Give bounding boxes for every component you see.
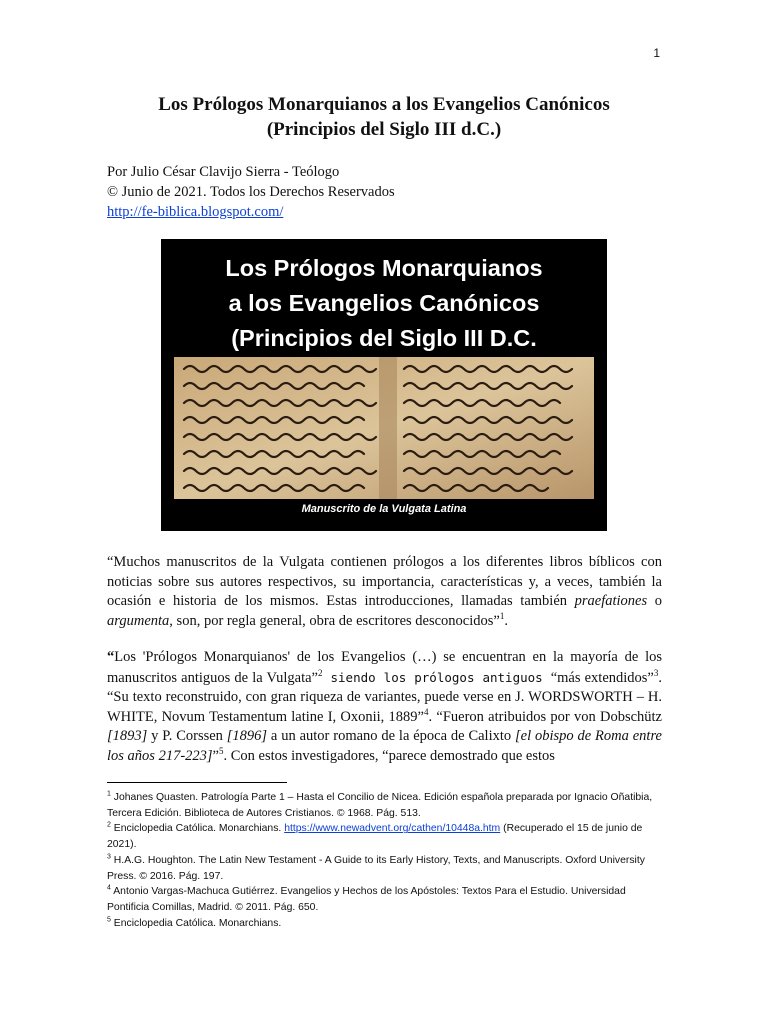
footnote: [107, 884, 667, 915]
footnote-ref[interactable]: 3: [653, 667, 659, 678]
paragraph-text: y P. Corssen: [147, 728, 227, 745]
paragraph-text: ”: [212, 747, 219, 764]
footnote-ref[interactable]: 2: [318, 667, 323, 678]
title-line-2: (Principios del Siglo III d.C.): [266, 119, 502, 140]
footnote-text: Enciclopedia Católica. Monarchians.: [113, 823, 285, 835]
manuscript-picture: [174, 357, 594, 499]
paragraph-text: Los 'Prólogos Monarquianos' de los Evangelios (…) se encuentran en la mayoría de los manuscritos antiguos de la Vulgata”: [107, 649, 662, 686]
footnote-number: 4: [107, 884, 111, 892]
italic-note: [el obispo de Roma entre los años 217-223]: [107, 728, 662, 764]
paragraph-text: .: [504, 612, 508, 629]
footnote-ref[interactable]: 1: [499, 610, 505, 621]
byline: [107, 162, 395, 222]
footnote: [107, 821, 667, 852]
copyright-line: © Junio de 2021. Todos los Derechos Reservados: [107, 184, 395, 200]
footnote-text: Antonio Vargas-Machuca Gutiérrez. Evangelios y Hechos de los Apóstoles: Textos Para el Estudio. Universidad Pontificia Comillas, Madrid. © 2011. Pág. 650.: [107, 886, 626, 913]
paragraph-text: , son, por regla general, obra de escritores desconocidos”: [169, 612, 500, 629]
cover-caption: Manuscrito de la Vulgata Latina: [301, 503, 467, 515]
footnote-number: 5: [107, 916, 111, 924]
footnote-ref[interactable]: 4: [424, 706, 429, 717]
footnote-number: 1: [107, 790, 111, 798]
paragraph-1: [107, 553, 662, 631]
footnote-ref[interactable]: 5: [218, 746, 224, 757]
newadvent-link[interactable]: https://www.newadvent.org/cathen/10448a.htm: [284, 823, 501, 835]
paragraph-text: “Muchos manuscritos de la Vulgata contienen prólogos a los diferentes libros bíblicos con noticias sobre sus autores respectivos, su importancia, características y, a veces, también la ocasión e historia de los mismos. Estas introducciones, llamadas también: [107, 554, 662, 610]
page-title: [100, 92, 668, 142]
author-line: Por Julio César Clavijo Sierra - Teólogo: [107, 164, 340, 180]
cover-title-line: (Principios del Siglo III D.C.: [231, 325, 537, 351]
title-line-1: Los Prólogos Monarquianos a los Evangelios Canónicos: [158, 94, 610, 115]
footnote-number: 3: [107, 853, 111, 861]
footnote-number: 2: [107, 821, 111, 829]
paragraph-text: a un autor romano de la época de Calixto: [267, 728, 516, 745]
footnote-separator: [107, 782, 287, 783]
open-quote: “: [107, 649, 115, 665]
italic-date: [1896]: [226, 728, 268, 745]
paragraph-text: siendo los prólogos antiguos: [322, 669, 551, 685]
italic-term: argumenta: [107, 612, 170, 629]
footnote: [107, 853, 667, 884]
footnote-text: Enciclopedia Católica. Monarchians.: [113, 917, 282, 929]
blog-link[interactable]: http://fe-biblica.blogspot.com/: [107, 204, 284, 220]
paragraph-text: o: [647, 593, 662, 610]
footnote: [107, 790, 667, 821]
cover-title-line: a los Evangelios Canónicos: [228, 290, 540, 316]
footnote-text: (Recuperado el 15 de junio de 2021).: [107, 823, 643, 851]
footnote-text: Johanes Quasten. Patrología Parte 1 – Hasta el Concilio de Nicea. Edición española preparada por Ignacio Oñatibia, Tercera Edición. Biblioteca de Autores Cristianos. © 1968. Pág. 513.: [107, 792, 653, 819]
footnote-text: H.A.G. Houghton. The Latin New Testament - A Guide to its Early History, Texts, and Manuscripts. Oxford University Press. © 2016. Pág. 197.: [107, 854, 645, 882]
italic-date: [1893]: [107, 728, 148, 745]
paragraph-text: . “Fueron atribuidos por von Dobschütz: [428, 708, 662, 725]
italic-term: praefationes: [574, 593, 648, 610]
footnote: [107, 916, 667, 932]
cover-title: [161, 251, 607, 356]
paragraph-text: “más extendidos”: [550, 669, 654, 686]
cover-image: [161, 239, 607, 531]
cover-title-line: Los Prólogos Monarquianos: [225, 255, 543, 281]
paragraph-text: . Con estos investigadores, “parece demostrado que estos: [223, 747, 555, 764]
page-number: 1: [653, 46, 660, 60]
footnotes: [107, 790, 667, 931]
paragraph-2: [107, 648, 662, 767]
paragraph-text: . “Su texto reconstruido, con gran riqueza de variantes, puede verse en J. WORDSWORTH – H. WHITE, Novum Testamentum latine I, Oxonii, 1889”: [107, 669, 662, 725]
